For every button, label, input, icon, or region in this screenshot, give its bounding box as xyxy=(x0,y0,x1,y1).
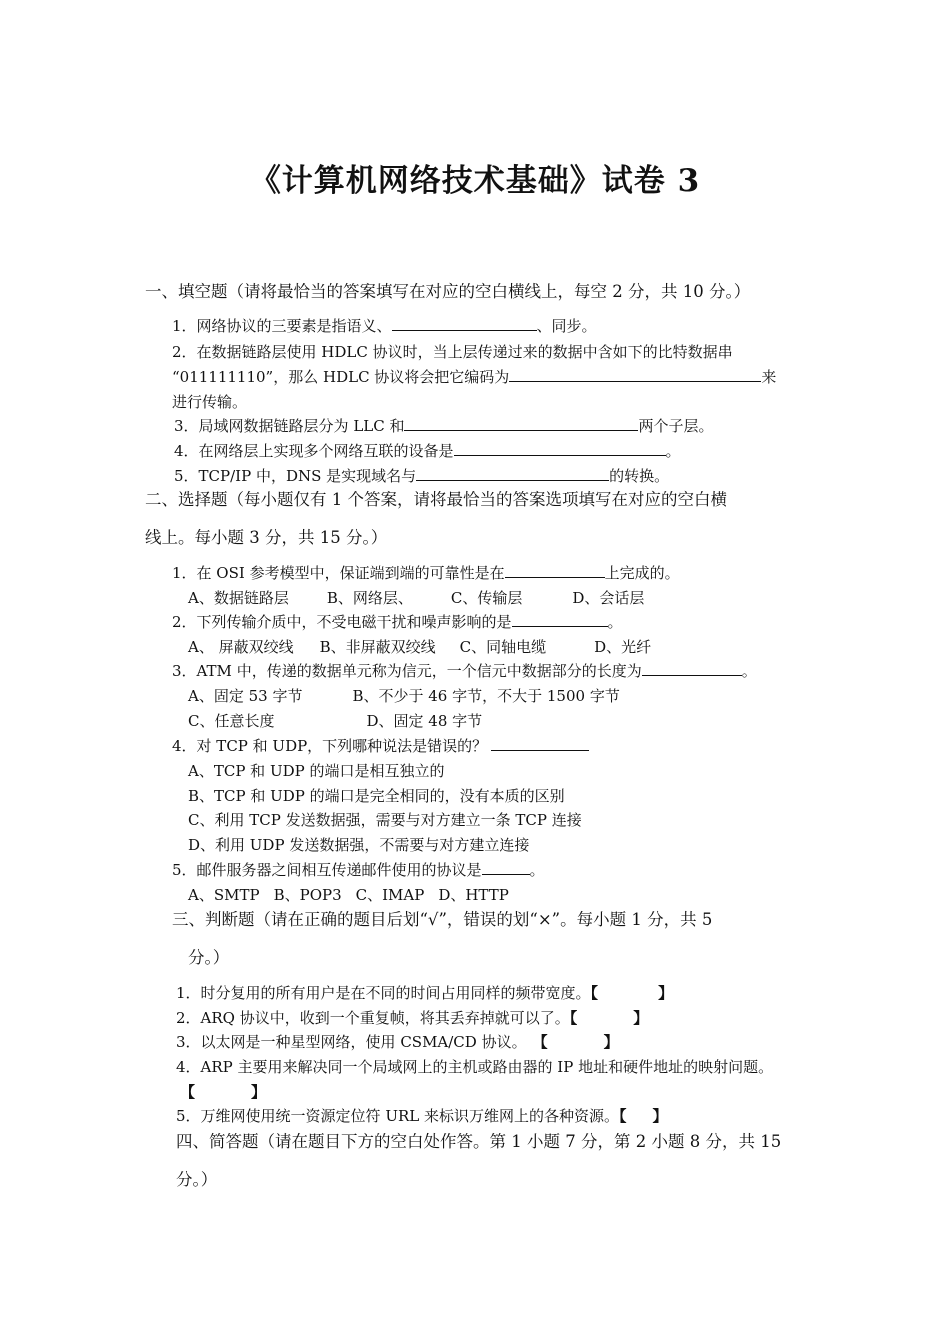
answer-blank xyxy=(642,661,742,676)
option-c: C、传输层 xyxy=(450,589,523,607)
answer-blank xyxy=(404,416,638,431)
page-title: 《计算机网络技术基础》试卷 3 xyxy=(249,163,701,199)
question-text: 1．在 OSI 参考模型中，保证端到端的可靠性是在 xyxy=(172,564,505,582)
question-text: 2．ARQ 协议中，收到一个重复帧，将其丢弃掉就可以了。 xyxy=(176,1009,570,1027)
answer-blank xyxy=(505,563,605,578)
judge-question-5 xyxy=(176,1106,668,1126)
question-text: 、同步。 xyxy=(536,317,597,335)
answer-blank xyxy=(491,736,589,751)
option-a: A、 屏蔽双绞线 xyxy=(188,638,294,656)
judge-question-4-answer xyxy=(180,1082,266,1102)
question-text: 来 xyxy=(761,368,777,386)
question-text: 的转换。 xyxy=(609,467,670,485)
choice-options-2 xyxy=(188,637,651,657)
fill-question-2-line-1: 2．在数据链路层使用 HDLC 协议时，当上层传递过来的数据中含如下的比特数据串 xyxy=(172,343,733,361)
question-text: 1．时分复用的所有用户是在不同的时间占用同样的频带宽度。 xyxy=(176,984,591,1002)
answer-bracket-close: 】 xyxy=(603,1033,619,1051)
answer-blank xyxy=(509,367,761,382)
choice-option-4a: A、TCP 和 UDP 的端口是相互独立的 xyxy=(188,762,445,780)
option-a: A、数据链路层 xyxy=(188,589,289,607)
answer-bracket-close: 】 xyxy=(251,1083,267,1101)
option-d: D、光纤 xyxy=(594,638,652,656)
judge-question-3 xyxy=(176,1032,619,1052)
answer-blank xyxy=(392,316,537,331)
question-text: 5．邮件服务器之间相互传递邮件使用的协议是 xyxy=(172,861,482,879)
choice-options-5 xyxy=(188,885,509,905)
choice-options-3-row-2 xyxy=(188,711,482,731)
option-d: D、HTTP xyxy=(438,886,509,904)
choice-options-3-row-1 xyxy=(188,686,620,706)
question-text: 。 xyxy=(529,861,545,879)
question-text: 上完成的。 xyxy=(604,564,680,582)
question-text: 3．局域网数据链路层分为 LLC 和 xyxy=(174,417,405,435)
option-c: C、IMAP xyxy=(355,886,425,904)
section-2-heading-line-2: 线上。每小题 3 分，共 15 分。） xyxy=(145,528,388,547)
section-1-heading: 一、填空题（请将最恰当的答案填写在对应的空白横线上，每空 2 分，共 10 分。） xyxy=(145,282,751,301)
option-b: B、非屏蔽双绞线 xyxy=(319,638,436,656)
section-3-heading-line-2: 分。） xyxy=(188,948,230,967)
answer-bracket-open: 【 xyxy=(569,1009,578,1027)
choice-option-4d: D、利用 UDP 发送数据强，不需要与对方建立连接 xyxy=(188,836,530,854)
option-b: B、不少于 46 字节，不大于 1500 字节 xyxy=(352,687,620,705)
option-c: C、任意长度 xyxy=(188,712,275,730)
judge-question-2 xyxy=(176,1008,648,1028)
section-2-heading-line-1: 二、选择题（每小题仅有 1 个答案，请将最恰当的答案选项填写在对应的空白横 xyxy=(145,490,727,509)
question-text: 3．ATM 中，传递的数据单元称为信元，一个信元中数据部分的长度为 xyxy=(172,662,642,680)
option-a: A、固定 53 字节 xyxy=(188,687,303,705)
option-d: D、固定 48 字节 xyxy=(366,712,483,730)
question-text: 4．在网络层上实现多个网络互联的设备是 xyxy=(174,442,454,460)
question-text: 。 xyxy=(741,662,757,680)
answer-bracket-close: 】 xyxy=(652,1107,668,1125)
answer-bracket-open: 【 xyxy=(618,1107,627,1125)
option-a: A、SMTP xyxy=(188,886,260,904)
answer-bracket-open: 【 xyxy=(180,1083,196,1101)
question-text: 。 xyxy=(665,442,681,460)
judge-question-1 xyxy=(176,983,673,1003)
section-3-heading-line-1: 三、判断题（请在正确的题目后划“√”，错误的划“×”。每小题 1 分，共 5 xyxy=(172,910,713,929)
answer-bracket-close: 】 xyxy=(658,984,674,1002)
choice-question-1 xyxy=(172,563,680,583)
answer-blank xyxy=(416,466,609,481)
answer-bracket-open: 【 xyxy=(590,984,599,1002)
question-text: 5．万维网使用统一资源定位符 URL 来标识万维网上的各种资源。 xyxy=(176,1107,619,1125)
option-c: C、同轴电缆 xyxy=(459,638,547,656)
option-b: B、POP3 xyxy=(273,886,342,904)
choice-options-1 xyxy=(188,588,644,608)
fill-question-3 xyxy=(174,416,714,436)
question-text: 4．对 TCP 和 UDP，下列哪种说法是错误的？ xyxy=(172,737,488,755)
choice-question-5 xyxy=(172,860,545,880)
question-text: 3．以太网是一种星型网络，使用 CSMA/CD 协议。 xyxy=(176,1033,527,1051)
choice-option-4b: B、TCP 和 UDP 的端口是完全相同的，没有本质的区别 xyxy=(188,787,565,805)
choice-question-4 xyxy=(172,736,589,756)
answer-blank xyxy=(454,441,666,456)
option-b: B、网络层、 xyxy=(326,589,413,607)
choice-option-4c: C、利用 TCP 发送数据强，需要与对方建立一条 TCP 连接 xyxy=(188,811,582,829)
judge-question-4: 4．ARP 主要用来解决同一个局域网上的主机或路由器的 IP 地址和硬件地址的映射问题。 xyxy=(176,1058,774,1076)
fill-question-1 xyxy=(172,316,597,336)
fill-question-2-line-2 xyxy=(172,367,776,387)
fill-question-5 xyxy=(174,466,669,486)
question-text: 。 xyxy=(607,613,623,631)
fill-question-4 xyxy=(174,441,681,461)
question-text: 2．下列传输介质中，不受电磁干扰和噪声影响的是 xyxy=(172,613,512,631)
answer-blank xyxy=(482,860,530,875)
fill-question-2-line-3: 进行传输。 xyxy=(172,393,248,411)
choice-question-2 xyxy=(172,612,623,632)
section-4-heading-line-2: 分。） xyxy=(176,1170,218,1189)
question-text: 1．网络协议的三要素是指语义、 xyxy=(172,317,392,335)
question-text: 两个子层。 xyxy=(638,417,714,435)
answer-bracket-open: 【 xyxy=(532,1033,548,1051)
answer-bracket-close: 】 xyxy=(633,1009,649,1027)
section-4-heading-line-1: 四、简答题（请在题目下方的空白处作答。第 1 小题 7 分，第 2 小题 8 分，共 15 xyxy=(176,1132,782,1151)
question-text: “011111110”，那么 HDLC 协议将会把它编码为 xyxy=(172,368,510,386)
choice-question-3 xyxy=(172,661,757,681)
question-text: 5．TCP/IP 中，DNS 是实现域名与 xyxy=(174,467,417,485)
option-d: D、会话层 xyxy=(572,589,645,607)
answer-blank xyxy=(512,612,608,627)
